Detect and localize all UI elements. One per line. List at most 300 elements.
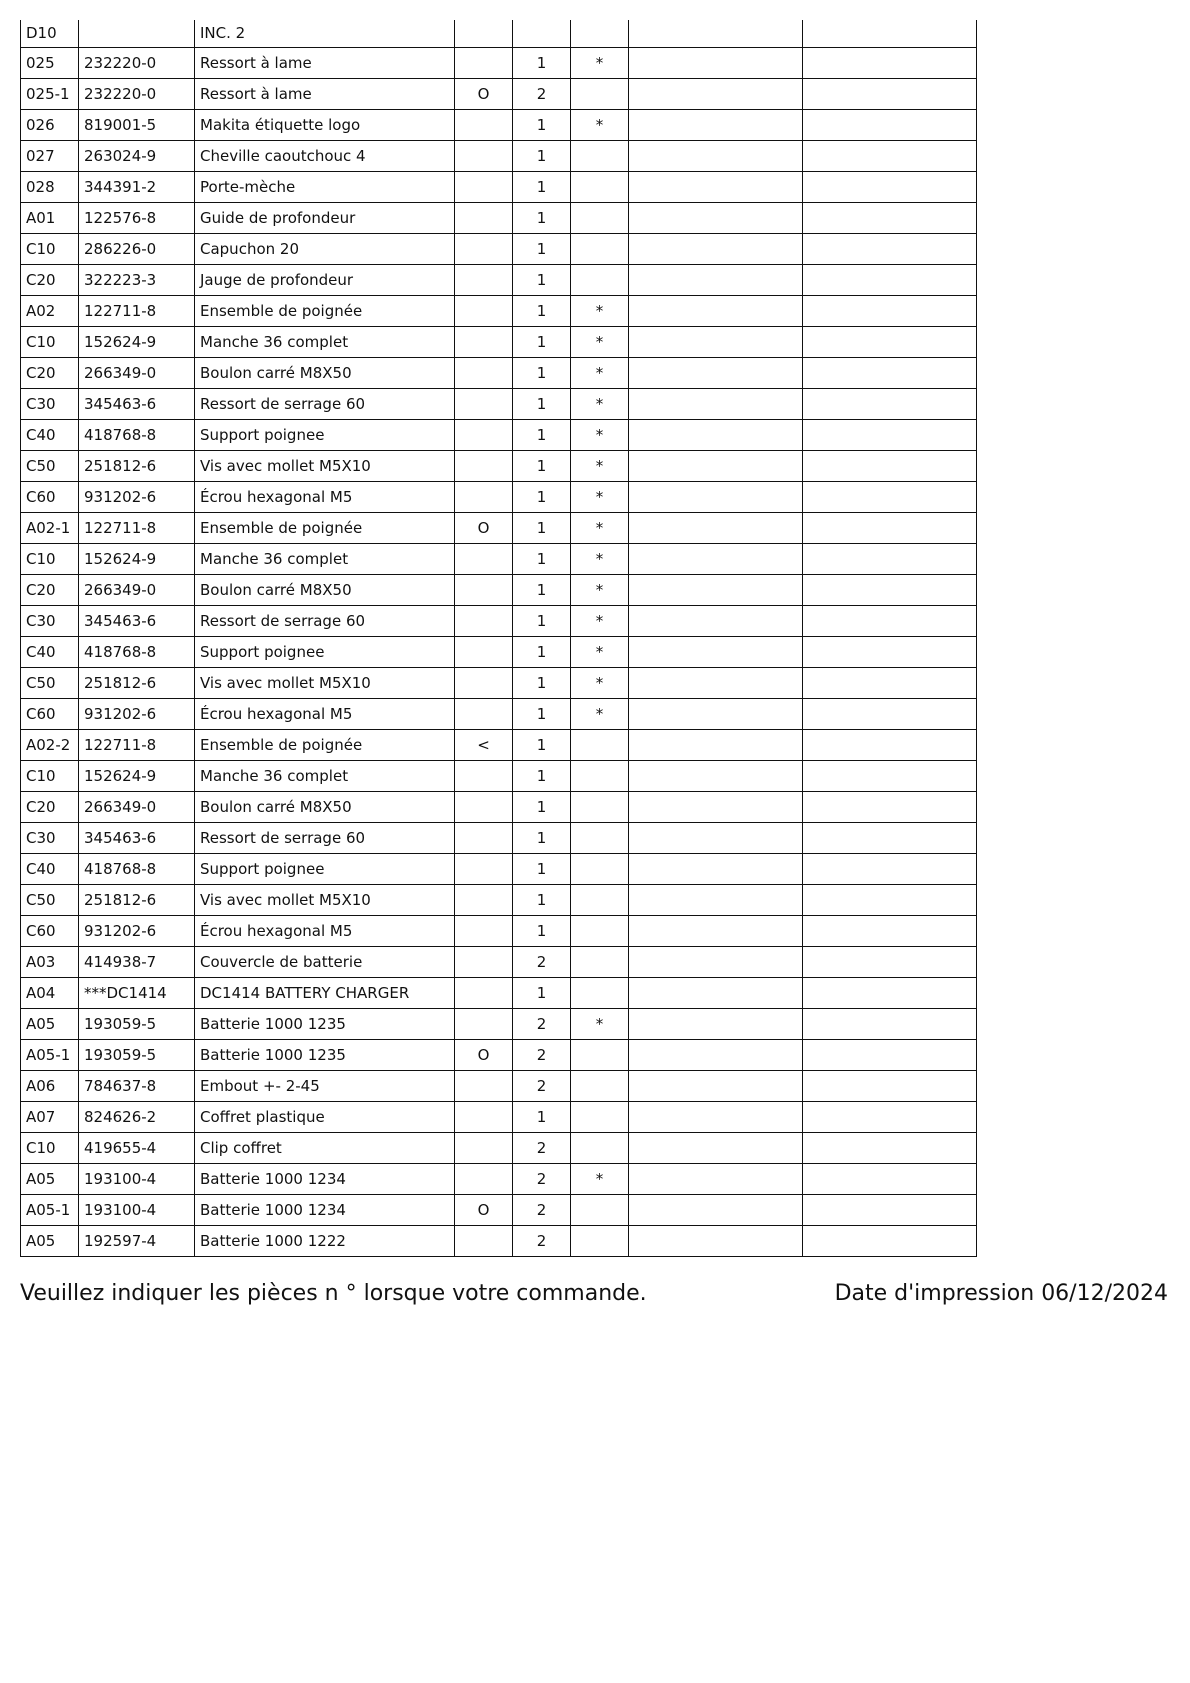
quantity-cell: 1 [513, 140, 571, 171]
empty-cell [629, 140, 803, 171]
empty-cell [803, 1163, 977, 1194]
table-row [21, 729, 977, 760]
empty-cell [803, 884, 977, 915]
mark-cell [571, 202, 629, 233]
empty-cell [629, 1194, 803, 1225]
empty-cell [629, 109, 803, 140]
part-number-cell: 931202-6 [79, 698, 195, 729]
note-cell [455, 853, 513, 884]
table-row [21, 1101, 977, 1132]
mark-cell: * [571, 419, 629, 450]
quantity-cell: 2 [513, 1070, 571, 1101]
table-row [21, 667, 977, 698]
part-number-cell: 193059-5 [79, 1008, 195, 1039]
description-cell: Couvercle de batterie [195, 946, 455, 977]
empty-cell [803, 47, 977, 78]
empty-cell [803, 481, 977, 512]
table-row [21, 574, 977, 605]
note-cell: O [455, 512, 513, 543]
mark-cell: * [571, 388, 629, 419]
description-cell: Coffret plastique [195, 1101, 455, 1132]
empty-cell [803, 915, 977, 946]
item-number-cell: C20 [21, 791, 79, 822]
quantity-cell: 1 [513, 543, 571, 574]
empty-cell [629, 636, 803, 667]
description-cell: Support poignee [195, 853, 455, 884]
table-row [21, 233, 977, 264]
description-cell: DC1414 BATTERY CHARGER [195, 977, 455, 1008]
empty-cell [803, 140, 977, 171]
empty-cell [803, 419, 977, 450]
empty-cell [629, 326, 803, 357]
description-cell: Boulon carré M8X50 [195, 791, 455, 822]
table-row [21, 419, 977, 450]
print-date: Date d'impression 06/12/2024 [834, 1281, 1168, 1306]
empty-cell [803, 760, 977, 791]
part-number-cell: 266349-0 [79, 357, 195, 388]
note-cell [455, 884, 513, 915]
mark-cell: * [571, 698, 629, 729]
empty-cell [629, 1039, 803, 1070]
note-cell [455, 326, 513, 357]
table-row [21, 1194, 977, 1225]
note-cell [455, 202, 513, 233]
empty-cell [803, 574, 977, 605]
quantity-cell: 1 [513, 109, 571, 140]
part-number-cell: 414938-7 [79, 946, 195, 977]
note-cell [455, 357, 513, 388]
item-number-cell: 026 [21, 109, 79, 140]
empty-cell [803, 1039, 977, 1070]
note-cell [455, 1132, 513, 1163]
note-cell [455, 264, 513, 295]
description-cell: Ensemble de poignée [195, 295, 455, 326]
note-cell [455, 140, 513, 171]
description-cell: Ressort de serrage 60 [195, 605, 455, 636]
note-cell [455, 20, 513, 47]
empty-cell [803, 667, 977, 698]
empty-cell [629, 729, 803, 760]
part-number-cell: 819001-5 [79, 109, 195, 140]
mark-cell: * [571, 357, 629, 388]
table-row [21, 450, 977, 481]
part-number-cell [79, 20, 195, 47]
table-row [21, 915, 977, 946]
table-row [21, 512, 977, 543]
quantity-cell: 2 [513, 1225, 571, 1256]
quantity-cell: 1 [513, 605, 571, 636]
table-row [21, 1070, 977, 1101]
note-cell [455, 388, 513, 419]
mark-cell [571, 1070, 629, 1101]
mark-cell [571, 915, 629, 946]
description-cell: Ressort de serrage 60 [195, 388, 455, 419]
table-row [21, 1132, 977, 1163]
quantity-cell: 1 [513, 419, 571, 450]
empty-cell [803, 233, 977, 264]
mark-cell [571, 264, 629, 295]
item-number-cell: C30 [21, 388, 79, 419]
empty-cell [629, 791, 803, 822]
quantity-cell: 1 [513, 326, 571, 357]
note-cell [455, 1070, 513, 1101]
empty-cell [629, 946, 803, 977]
empty-cell [803, 1070, 977, 1101]
empty-cell [629, 543, 803, 574]
part-number-cell: 266349-0 [79, 574, 195, 605]
mark-cell: * [571, 1008, 629, 1039]
quantity-cell: 1 [513, 729, 571, 760]
table-row [21, 884, 977, 915]
table-row [21, 1163, 977, 1194]
description-cell: Support poignee [195, 419, 455, 450]
item-number-cell: A05 [21, 1008, 79, 1039]
item-number-cell: A05-1 [21, 1194, 79, 1225]
mark-cell [571, 729, 629, 760]
item-number-cell: C60 [21, 915, 79, 946]
part-number-cell: 193100-4 [79, 1163, 195, 1194]
description-cell: Cheville caoutchouc 4 [195, 140, 455, 171]
empty-cell [803, 450, 977, 481]
quantity-cell: 1 [513, 264, 571, 295]
table-row [21, 202, 977, 233]
quantity-cell: 2 [513, 1194, 571, 1225]
table-row [21, 543, 977, 574]
item-number-cell: C20 [21, 357, 79, 388]
description-cell: Ensemble de poignée [195, 729, 455, 760]
empty-cell [629, 822, 803, 853]
description-cell: Batterie 1000 1235 [195, 1039, 455, 1070]
note-cell: O [455, 1194, 513, 1225]
item-number-cell: C10 [21, 326, 79, 357]
empty-cell [629, 481, 803, 512]
mark-cell [571, 946, 629, 977]
quantity-cell: 1 [513, 512, 571, 543]
note-cell: < [455, 729, 513, 760]
description-cell: Porte-mèche [195, 171, 455, 202]
table-row [21, 47, 977, 78]
part-number-cell: 122576-8 [79, 202, 195, 233]
description-cell: Batterie 1000 1235 [195, 1008, 455, 1039]
table-row [21, 171, 977, 202]
mark-cell: * [571, 605, 629, 636]
item-number-cell: C10 [21, 760, 79, 791]
empty-cell [629, 667, 803, 698]
mark-cell [571, 1132, 629, 1163]
empty-cell [803, 1132, 977, 1163]
item-number-cell: C10 [21, 1132, 79, 1163]
item-number-cell: C50 [21, 667, 79, 698]
table-row [21, 822, 977, 853]
mark-cell: * [571, 109, 629, 140]
part-number-cell: 122711-8 [79, 295, 195, 326]
mark-cell [571, 1225, 629, 1256]
empty-cell [629, 574, 803, 605]
part-number-cell: 232220-0 [79, 78, 195, 109]
quantity-cell: 1 [513, 822, 571, 853]
quantity-cell: 1 [513, 357, 571, 388]
empty-cell [803, 605, 977, 636]
description-cell: Embout +- 2-45 [195, 1070, 455, 1101]
quantity-cell: 2 [513, 1008, 571, 1039]
mark-cell [571, 171, 629, 202]
empty-cell [629, 450, 803, 481]
empty-cell [629, 171, 803, 202]
description-cell: Guide de profondeur [195, 202, 455, 233]
item-number-cell: C50 [21, 450, 79, 481]
description-cell: Manche 36 complet [195, 543, 455, 574]
description-cell: Boulon carré M8X50 [195, 357, 455, 388]
description-cell: Écrou hexagonal M5 [195, 698, 455, 729]
empty-cell [803, 946, 977, 977]
description-cell: Ressort à lame [195, 78, 455, 109]
item-number-cell: C60 [21, 698, 79, 729]
part-number-cell: 251812-6 [79, 667, 195, 698]
item-number-cell: A03 [21, 946, 79, 977]
empty-cell [629, 1008, 803, 1039]
note-cell [455, 946, 513, 977]
empty-cell [629, 853, 803, 884]
quantity-cell: 2 [513, 1163, 571, 1194]
empty-cell [803, 1194, 977, 1225]
description-cell: Clip coffret [195, 1132, 455, 1163]
part-number-cell: 322223-3 [79, 264, 195, 295]
item-number-cell: C30 [21, 605, 79, 636]
part-number-cell: 193100-4 [79, 1194, 195, 1225]
table-row [21, 605, 977, 636]
empty-cell [629, 47, 803, 78]
empty-cell [629, 419, 803, 450]
item-number-cell: A04 [21, 977, 79, 1008]
mark-cell [571, 853, 629, 884]
empty-cell [803, 822, 977, 853]
empty-cell [629, 202, 803, 233]
item-number-cell: C10 [21, 233, 79, 264]
mark-cell: * [571, 481, 629, 512]
table-row [21, 791, 977, 822]
part-number-cell: 824626-2 [79, 1101, 195, 1132]
table-row [21, 636, 977, 667]
note-cell [455, 698, 513, 729]
empty-cell [629, 605, 803, 636]
part-number-cell: 784637-8 [79, 1070, 195, 1101]
mark-cell [571, 791, 629, 822]
empty-cell [629, 915, 803, 946]
empty-cell [803, 357, 977, 388]
quantity-cell [513, 20, 571, 47]
part-number-cell: 418768-8 [79, 853, 195, 884]
table-row [21, 946, 977, 977]
note-cell: O [455, 78, 513, 109]
mark-cell [571, 1194, 629, 1225]
part-number-cell: 251812-6 [79, 450, 195, 481]
mark-cell [571, 977, 629, 1008]
empty-cell [803, 1101, 977, 1132]
quantity-cell: 1 [513, 698, 571, 729]
mark-cell [571, 760, 629, 791]
empty-cell [803, 202, 977, 233]
description-cell: Batterie 1000 1234 [195, 1194, 455, 1225]
quantity-cell: 1 [513, 47, 571, 78]
note-cell [455, 481, 513, 512]
note-cell [455, 915, 513, 946]
empty-cell [803, 512, 977, 543]
item-number-cell: 028 [21, 171, 79, 202]
table-row [21, 853, 977, 884]
item-number-cell: A01 [21, 202, 79, 233]
description-cell: Boulon carré M8X50 [195, 574, 455, 605]
parts-table [20, 20, 977, 1257]
note-cell [455, 171, 513, 202]
note-cell [455, 295, 513, 326]
empty-cell [803, 295, 977, 326]
part-number-cell: 418768-8 [79, 636, 195, 667]
note-cell [455, 419, 513, 450]
empty-cell [629, 1132, 803, 1163]
part-number-cell: 152624-9 [79, 543, 195, 574]
part-number-cell: 192597-4 [79, 1225, 195, 1256]
note-cell [455, 636, 513, 667]
mark-cell: * [571, 326, 629, 357]
mark-cell [571, 233, 629, 264]
empty-cell [629, 264, 803, 295]
item-number-cell: 027 [21, 140, 79, 171]
empty-cell [803, 326, 977, 357]
item-number-cell: A07 [21, 1101, 79, 1132]
item-number-cell: A05-1 [21, 1039, 79, 1070]
note-cell [455, 667, 513, 698]
table-row [21, 264, 977, 295]
empty-cell [629, 78, 803, 109]
mark-cell [571, 1039, 629, 1070]
table-row [21, 326, 977, 357]
table-row [21, 109, 977, 140]
part-number-cell: 263024-9 [79, 140, 195, 171]
item-number-cell: C20 [21, 574, 79, 605]
empty-cell [803, 853, 977, 884]
part-number-cell: 286226-0 [79, 233, 195, 264]
table-row [21, 698, 977, 729]
part-number-cell: 345463-6 [79, 822, 195, 853]
empty-cell [803, 636, 977, 667]
description-cell: Jauge de profondeur [195, 264, 455, 295]
item-number-cell: C30 [21, 822, 79, 853]
quantity-cell: 1 [513, 915, 571, 946]
empty-cell [803, 791, 977, 822]
item-number-cell: C20 [21, 264, 79, 295]
empty-cell [803, 171, 977, 202]
empty-cell [629, 760, 803, 791]
table-row [21, 295, 977, 326]
empty-cell [629, 1163, 803, 1194]
item-number-cell: 025 [21, 47, 79, 78]
empty-cell [803, 264, 977, 295]
empty-cell [803, 698, 977, 729]
description-cell: Ressort à lame [195, 47, 455, 78]
empty-cell [629, 357, 803, 388]
note-cell [455, 1101, 513, 1132]
description-cell: Manche 36 complet [195, 760, 455, 791]
mark-cell: * [571, 667, 629, 698]
table-row [21, 140, 977, 171]
empty-cell [803, 109, 977, 140]
part-number-cell: 418768-8 [79, 419, 195, 450]
table-row [21, 1225, 977, 1256]
empty-cell [629, 977, 803, 1008]
table-row [21, 78, 977, 109]
mark-cell: * [571, 1163, 629, 1194]
description-cell: Batterie 1000 1234 [195, 1163, 455, 1194]
part-number-cell: 232220-0 [79, 47, 195, 78]
note-cell [455, 450, 513, 481]
description-cell: Capuchon 20 [195, 233, 455, 264]
empty-cell [629, 20, 803, 47]
empty-cell [629, 698, 803, 729]
mark-cell: * [571, 543, 629, 574]
mark-cell: * [571, 512, 629, 543]
quantity-cell: 1 [513, 295, 571, 326]
empty-cell [803, 388, 977, 419]
quantity-cell: 2 [513, 946, 571, 977]
item-number-cell: A02-2 [21, 729, 79, 760]
quantity-cell: 1 [513, 574, 571, 605]
note-cell [455, 822, 513, 853]
empty-cell [803, 543, 977, 574]
item-number-cell: C60 [21, 481, 79, 512]
note-cell [455, 574, 513, 605]
quantity-cell: 1 [513, 791, 571, 822]
note-cell [455, 791, 513, 822]
empty-cell [629, 1070, 803, 1101]
mark-cell [571, 78, 629, 109]
item-number-cell: C40 [21, 419, 79, 450]
quantity-cell: 1 [513, 667, 571, 698]
table-row [21, 357, 977, 388]
mark-cell [571, 1101, 629, 1132]
note-cell [455, 233, 513, 264]
empty-cell [629, 233, 803, 264]
note-cell [455, 1163, 513, 1194]
description-cell: Ressort de serrage 60 [195, 822, 455, 853]
mark-cell: * [571, 574, 629, 605]
quantity-cell: 2 [513, 78, 571, 109]
empty-cell [803, 729, 977, 760]
mark-cell [571, 140, 629, 171]
part-number-cell: 931202-6 [79, 915, 195, 946]
part-number-cell: 344391-2 [79, 171, 195, 202]
description-cell: Écrou hexagonal M5 [195, 915, 455, 946]
item-number-cell: A02-1 [21, 512, 79, 543]
note-cell [455, 109, 513, 140]
empty-cell [629, 884, 803, 915]
quantity-cell: 1 [513, 977, 571, 1008]
part-number-cell: 122711-8 [79, 729, 195, 760]
mark-cell [571, 20, 629, 47]
item-number-cell: C10 [21, 543, 79, 574]
description-cell: Écrou hexagonal M5 [195, 481, 455, 512]
description-cell: Vis avec mollet M5X10 [195, 884, 455, 915]
part-number-cell: 152624-9 [79, 760, 195, 791]
part-number-cell: 931202-6 [79, 481, 195, 512]
item-number-cell: A06 [21, 1070, 79, 1101]
description-cell: INC. 2 [195, 20, 455, 47]
part-number-cell: 266349-0 [79, 791, 195, 822]
quantity-cell: 1 [513, 171, 571, 202]
quantity-cell: 1 [513, 233, 571, 264]
note-cell [455, 1008, 513, 1039]
quantity-cell: 1 [513, 853, 571, 884]
note-cell [455, 543, 513, 574]
